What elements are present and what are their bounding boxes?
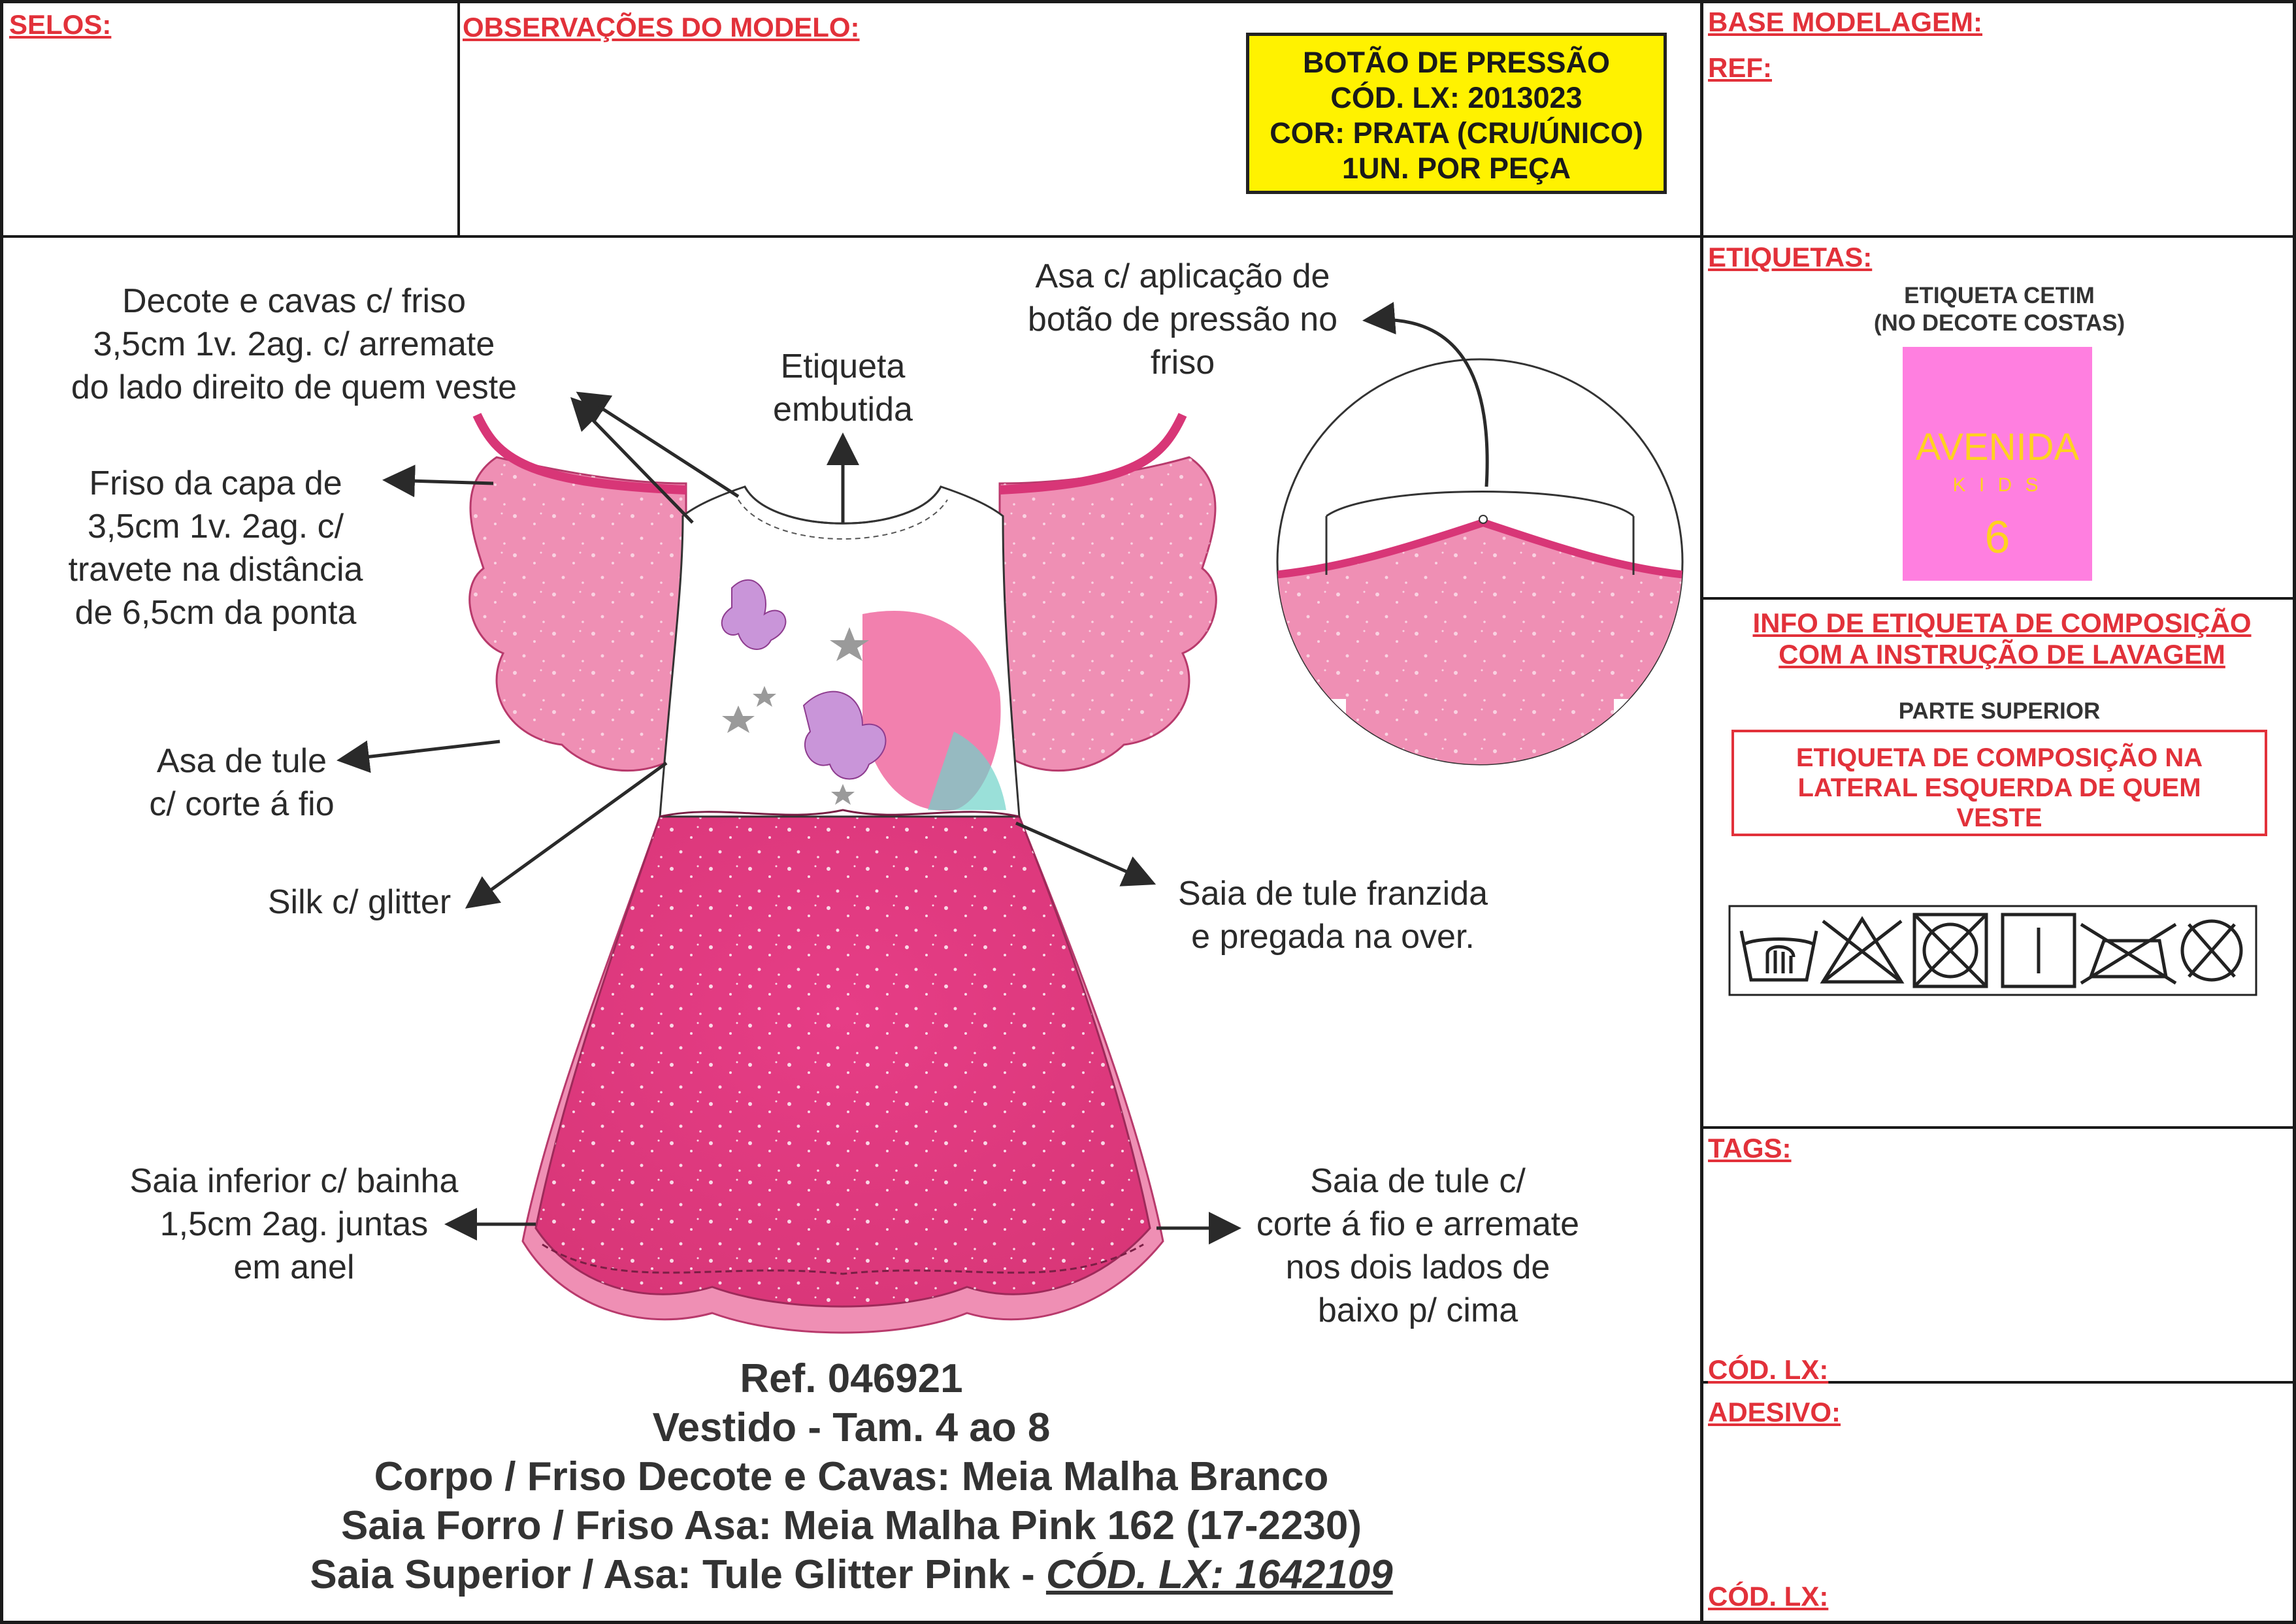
callout-line: c/ corte á fio (149, 785, 335, 823)
reference-saia-forro: Saia Forro / Friso Asa: Meia Malha Pink 162 (17-2230) (340, 1503, 1362, 1548)
button-note-line: 1UN. POR PEÇA (1341, 152, 1571, 185)
etiqueta-cetim (1816, 282, 2182, 337)
observacoes-label: OBSERVAÇÕES DO MODELO: (463, 12, 860, 42)
callout-decote (65, 280, 523, 409)
composicao-line: VESTE (1956, 804, 2042, 832)
callout-line: botão de pressão no (1027, 300, 1338, 338)
callout-saia-corte (1222, 1160, 1614, 1332)
callout-line: 3,5cm 1v. 2ag. c/ (87, 508, 344, 545)
button-note-line: COR: PRATA (CRU/ÚNICO) (1270, 116, 1643, 150)
callout-etiqueta (745, 345, 941, 431)
callout-line: Saia inferior c/ bainha (129, 1162, 459, 1200)
callout-line: Saia de tule c/ (1310, 1162, 1526, 1200)
tags-cod-label: CÓD. LX: (1708, 1354, 1829, 1385)
button-note-line: CÓD. LX: 2013023 (1330, 81, 1583, 114)
callout-asa-tule (111, 739, 372, 826)
callout-line: Asa c/ aplicação de (1035, 257, 1330, 295)
composicao-line: LATERAL ESQUERDA DE QUEM (1797, 773, 2201, 802)
callout-saia-franzida (1137, 872, 1529, 958)
callout-line: 1,5cm 2ag. juntas (159, 1205, 429, 1243)
callout-line: friso (1150, 344, 1215, 382)
care-symbols (1728, 905, 2257, 996)
reference-corpo: Corpo / Friso Decote e Cavas: Meia Malha Branco (374, 1454, 1329, 1499)
etiquetas-label: ETIQUETAS: (1708, 242, 1873, 272)
callout-line: nos dois lados de (1285, 1248, 1550, 1286)
parte-superior: PARTE SUPERIOR (1898, 698, 2101, 724)
callout-line: embutida (773, 391, 913, 429)
reference-saia-superior-text: Saia Superior / Asa: Tule Glitter Pink - (310, 1552, 1046, 1597)
callout-line: Saia de tule franzida (1177, 875, 1488, 913)
callout-saia-inferior (98, 1160, 490, 1289)
callout-line: corte á fio e arremate (1256, 1205, 1580, 1243)
callout-silk (229, 881, 490, 924)
reference-ref: Ref. 046921 (740, 1356, 963, 1401)
brand-size: 6 (1984, 512, 2010, 562)
adesivo-label: ADESIVO: (1708, 1397, 1841, 1427)
detail-circle (1268, 359, 1692, 830)
callout-line: baixo p/ cima (1317, 1291, 1518, 1329)
right-wing (1000, 457, 1216, 771)
tags-label: TAGS: (1708, 1133, 1792, 1163)
brand-sub: K I D S (1952, 474, 2042, 496)
reference-saia-superior (0, 1550, 1703, 1599)
composicao-line: ETIQUETA DE COMPOSIÇÃO NA (1796, 743, 2203, 772)
etiqueta-cetim-line: ETIQUETA CETIM (1904, 283, 2095, 308)
base-modelagem-label: BASE MODELAGEM: (1708, 7, 1982, 37)
callout-line: 3,5cm 1v. 2ag. c/ arremate (93, 325, 495, 363)
adesivo-cod-label: CÓD. LX: (1708, 1581, 1829, 1612)
ref-label: REF: (1708, 52, 1772, 83)
info-line: COM A INSTRUÇÃO DE LAVAGEM (1779, 639, 2225, 670)
callout-line: Silk c/ glitter (267, 883, 451, 921)
brand-label (1903, 347, 2092, 581)
info-etiqueta (1708, 608, 2296, 670)
callout-line: Decote e cavas c/ friso (122, 282, 466, 320)
reference-model: Vestido - Tam. 4 ao 8 (652, 1405, 1051, 1450)
left-wing (470, 457, 686, 771)
callout-line: de 6,5cm da ponta (74, 594, 357, 632)
reference-cod-lx: CÓD. LX: 1642109 (1045, 1552, 1393, 1597)
callout-line: em anel (233, 1248, 355, 1286)
callout-line: e pregada na over. (1191, 918, 1475, 956)
callout-line: Etiqueta (780, 348, 906, 385)
callout-line: do lado direito de quem veste (71, 368, 517, 406)
etiqueta-cetim-line: (NO DECOTE COSTAS) (1873, 310, 2125, 336)
composicao-box (1731, 730, 2267, 836)
callout-line: Friso da capa de (89, 464, 342, 502)
callout-asa-botao (987, 255, 1379, 384)
sidebar-line-1 (1701, 235, 2296, 238)
sidebar-line-2 (1701, 597, 2296, 600)
callout-line: Asa de tule (156, 742, 327, 780)
callout-friso (52, 462, 379, 634)
no-tumble-dry-icon (1914, 915, 1986, 986)
button-note-line: BOTÃO DE PRESSÃO (1302, 46, 1611, 79)
brand-name: AVENIDA (1915, 426, 2080, 468)
info-line: INFO DE ETIQUETA DE COMPOSIÇÃO (1752, 608, 2252, 638)
callout-line: travete na distância (68, 551, 363, 589)
sidebar-line-3 (1701, 1126, 2296, 1129)
selos-label: SELOS: (9, 9, 112, 40)
